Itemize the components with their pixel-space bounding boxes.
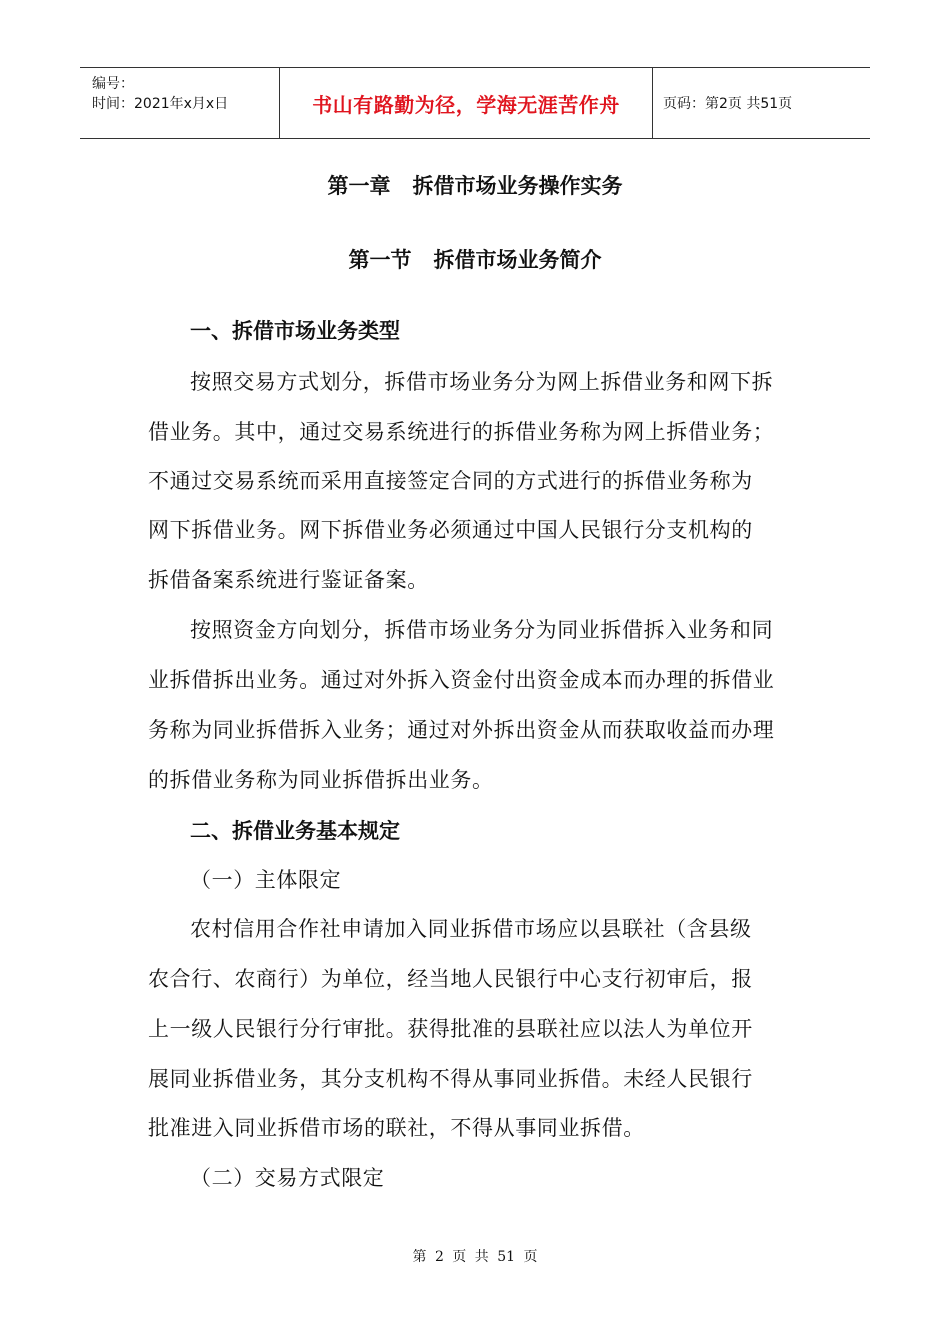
subheading-trade-limit: （二）交易方式限定 xyxy=(190,1166,385,1190)
paragraph-line: 上一级人民银行分行审批。获得批准的县联社应以法人为单位开 xyxy=(148,1017,753,1041)
serial-number-label: 编号： xyxy=(92,76,134,92)
heading-business-types: 一、拆借市场业务类型 xyxy=(190,319,400,343)
paragraph-line: 拆借备案系统进行鉴证备案。 xyxy=(148,568,429,592)
chapter-title: 第一章 拆借市场业务操作实务 xyxy=(327,174,623,198)
paragraph-line: 农合行、农商行）为单位，经当地人民银行中心支行初审后，报 xyxy=(148,967,753,991)
date-label: 时间：2021年x月x日 xyxy=(92,96,229,112)
page-footer: 第 2 页 共 51 页 xyxy=(412,1249,538,1265)
motto-text: 书山有路勤为径，学海无涯苦作舟 xyxy=(312,92,620,117)
section-title: 第一节 拆借市场业务简介 xyxy=(348,248,602,272)
page-info: 页码：第2页 共51页 xyxy=(663,96,793,112)
header-table xyxy=(80,67,870,139)
paragraph-line: 不通过交易系统而采用直接签定合同的方式进行的拆借业务称为 xyxy=(148,469,753,493)
header-motto-cell xyxy=(280,68,653,138)
paragraph-line: 务称为同业拆借拆入业务；通过对外拆出资金从而获取收益而办理 xyxy=(148,718,775,742)
subheading-entity-limit: （一）主体限定 xyxy=(190,868,342,892)
paragraph-line: 的拆借业务称为同业拆借拆出业务。 xyxy=(148,768,494,792)
paragraph-line: 展同业拆借业务，其分支机构不得从事同业拆借。未经人民银行 xyxy=(148,1067,753,1091)
header-meta-cell xyxy=(80,68,280,138)
paragraph-line: 业拆借拆出业务。通过对外拆入资金付出资金成本而办理的拆借业 xyxy=(148,668,775,692)
paragraph-line: 借业务。其中，通过交易系统进行的拆借业务称为网上拆借业务； xyxy=(148,420,775,444)
paragraph-line: 批准进入同业拆借市场的联社，不得从事同业拆借。 xyxy=(148,1116,645,1140)
paragraph-line: 按照交易方式划分，拆借市场业务分为网上拆借业务和网下拆 xyxy=(190,370,774,394)
heading-basic-rules: 二、拆借业务基本规定 xyxy=(190,819,400,843)
paragraph-line: 网下拆借业务。网下拆借业务必须通过中国人民银行分支机构的 xyxy=(148,518,753,542)
header-page-cell xyxy=(653,68,870,138)
paragraph-line: 按照资金方向划分，拆借市场业务分为同业拆借拆入业务和同 xyxy=(190,618,774,642)
paragraph-line: 农村信用合作社申请加入同业拆借市场应以县联社（含县级 xyxy=(190,917,752,941)
